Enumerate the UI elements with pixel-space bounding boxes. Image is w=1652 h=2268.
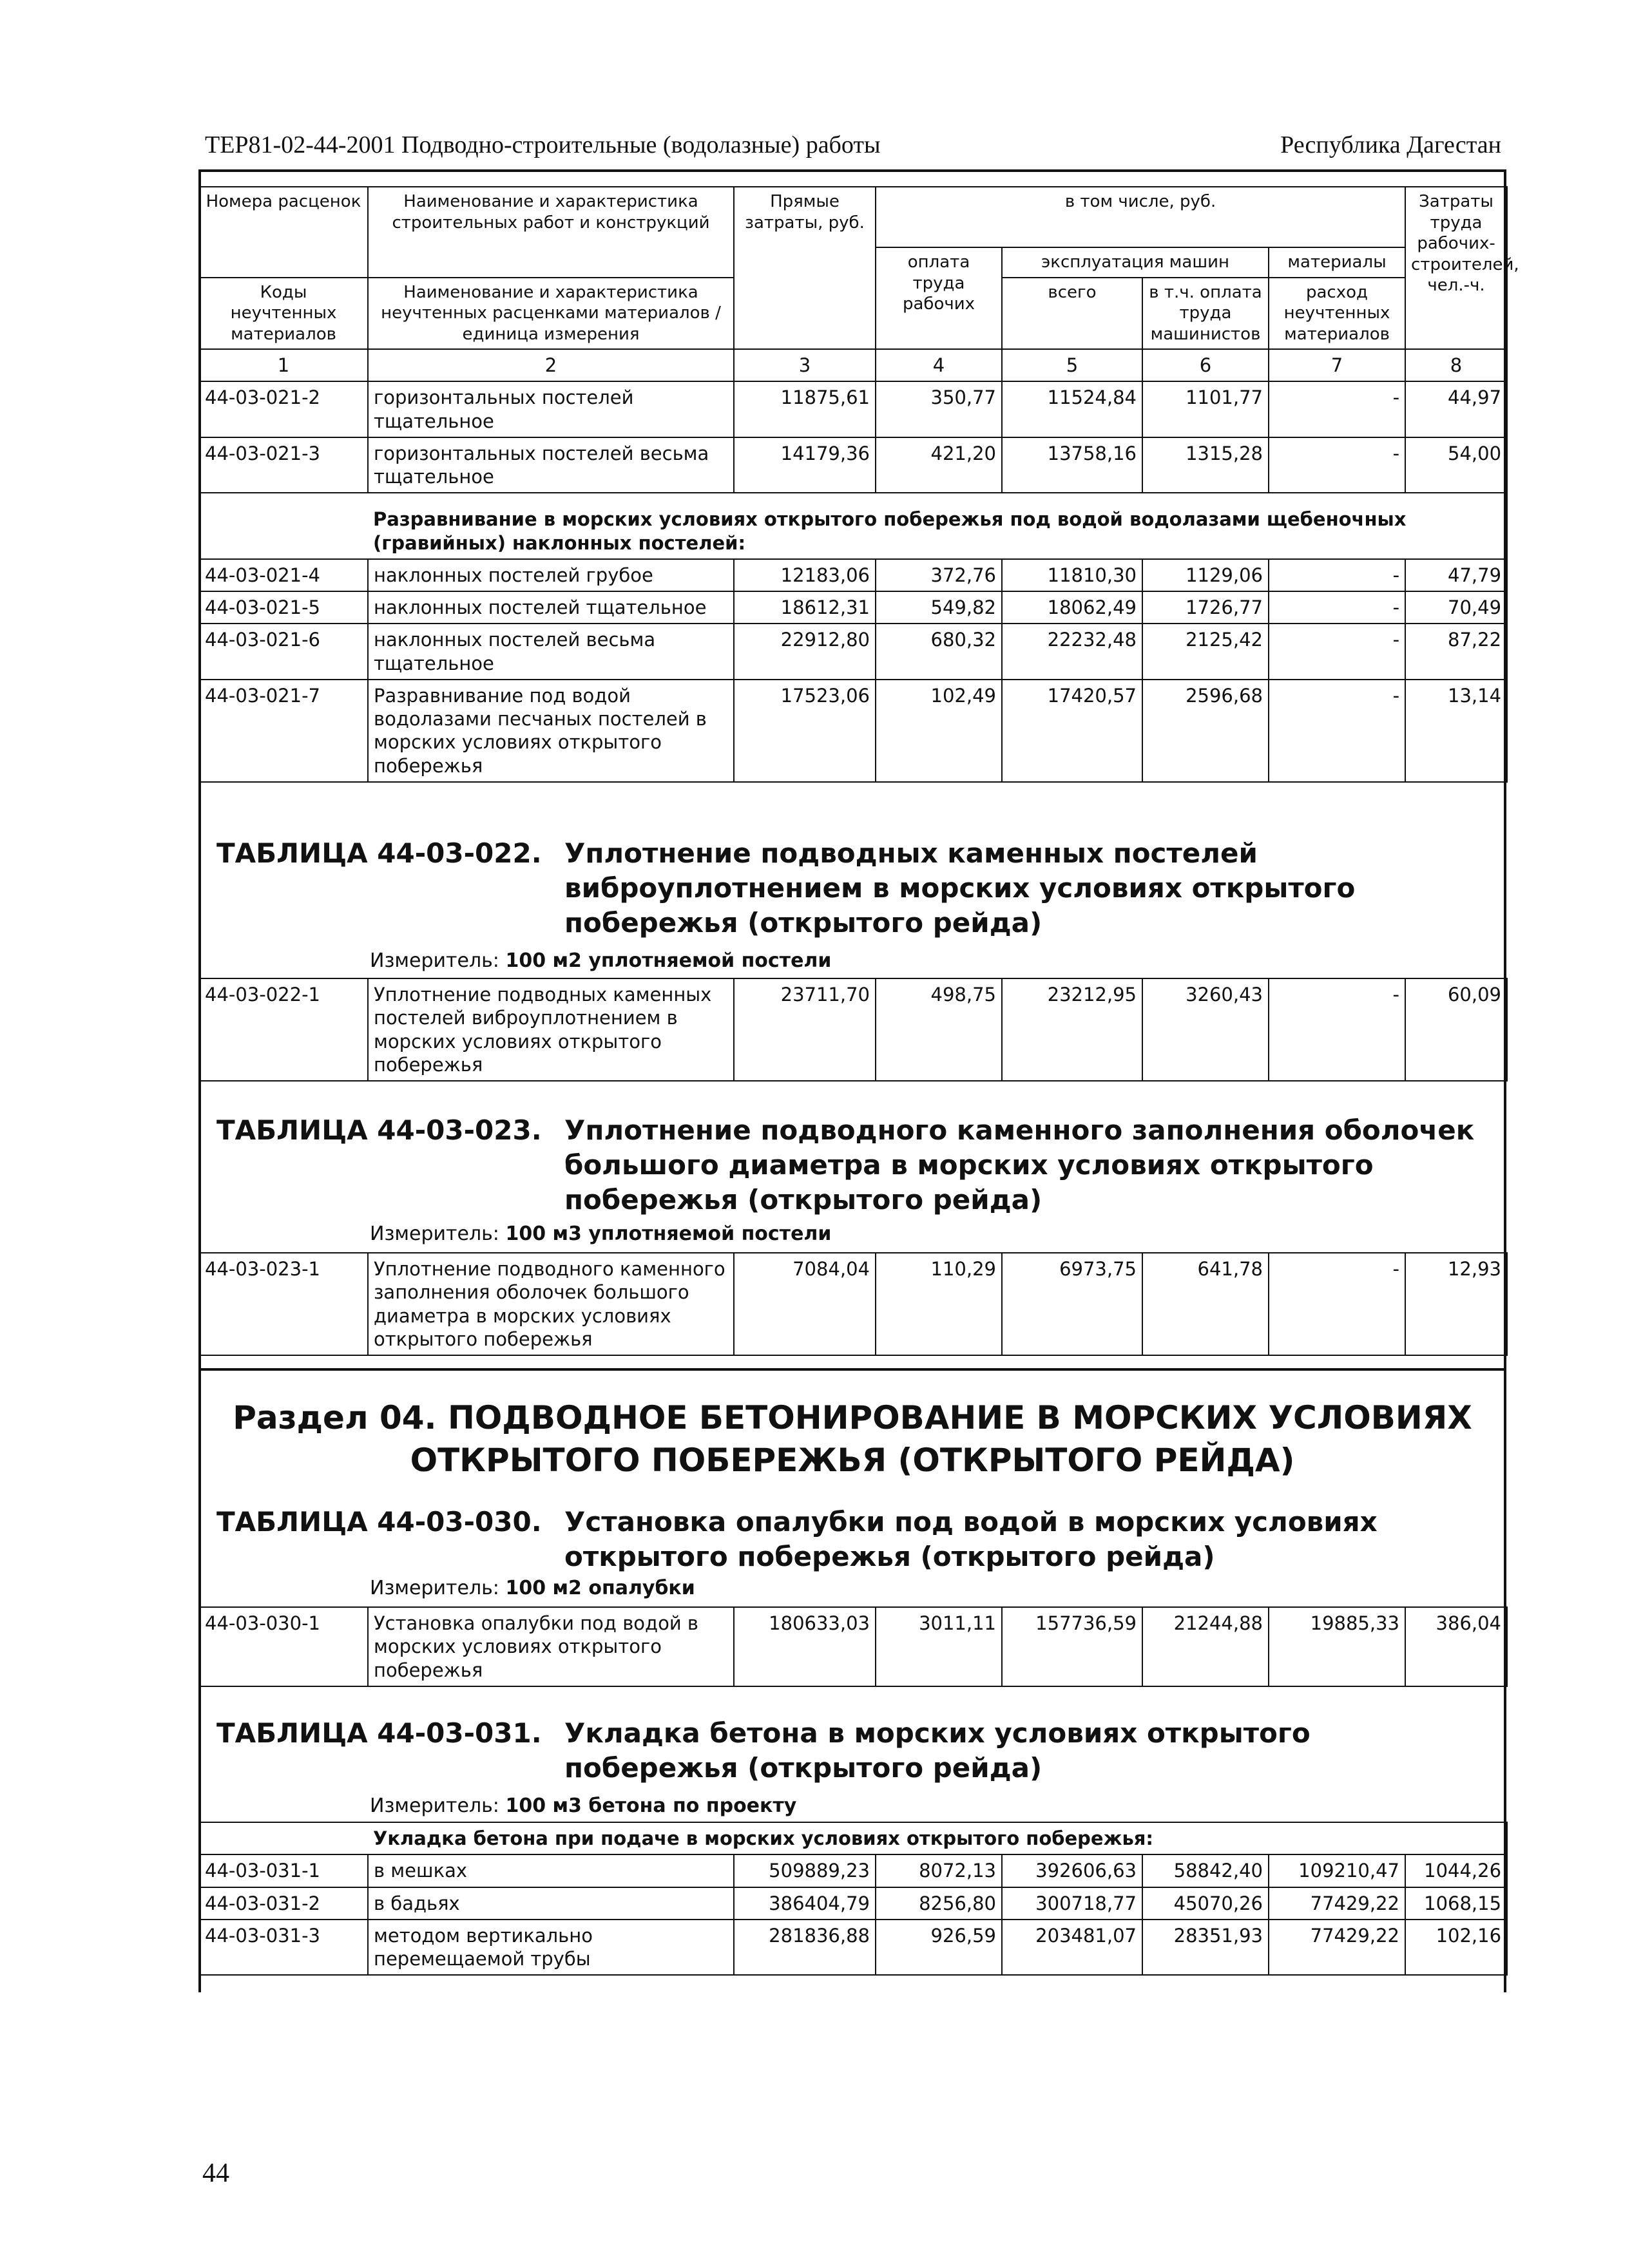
col-material-codes: Коды неучтенных материалов xyxy=(199,278,368,350)
section-divider xyxy=(198,1368,1506,1371)
col-direct-costs: Прямые затраты, руб. xyxy=(734,187,876,349)
table-title-022: ТАБЛИЦА 44-03-022. Уплотнение подводных каменных постелей виброуплотнением в морских условиях открытого побережья (открытого рейда) xyxy=(216,837,1356,939)
col-labor-pay: оплата труда рабочих xyxy=(876,247,1002,349)
header-title: ТЕР81-02-44-2001 Подводно-строительные (водолазные) работы xyxy=(205,131,881,158)
header-region: Республика Дагестан xyxy=(1280,131,1501,158)
table-row: 44-03-030-1 Установка опалубки под водой в морских условиях открытого побережья 180633,03 3011,11 157736,59 21244,88 19885,33 386,04 xyxy=(199,1607,1507,1686)
table-row: 44-03-021-4 наклонных постелей грубое 12183,06 372,76 11810,30 1129,06 - 47,79 xyxy=(199,559,1507,591)
group-header-row xyxy=(199,1822,1507,1854)
col-labor-costs: Затраты труда рабочих-строителей, чел.-ч. xyxy=(1405,187,1507,349)
group-header-row xyxy=(199,493,1507,559)
meter-031: Измеритель: 100 м3 бетона по проекту xyxy=(370,1795,797,1817)
rates-table-022 xyxy=(198,978,1508,1082)
section-title: Раздел 04. ПОДВОДНОЕ БЕТОНИРОВАНИЕ В МОРСКИХ УСЛОВИЯХ ОТКРЫТОГО ПОБЕРЕЖЬЯ (ОТКРЫТОГО РЕЙДА) xyxy=(233,1399,1472,1479)
table-title-030: ТАБЛИЦА 44-03-030. Установка опалубки под водой в морских условиях открытого побережья (открытого рейда) xyxy=(216,1506,1378,1572)
col-machine-use: эксплуатация машин xyxy=(1002,247,1269,278)
table-title-031: ТАБЛИЦА 44-03-031. Укладка бетона в морских условиях открытого побережья (открытого рейда) xyxy=(216,1717,1311,1784)
rates-table-030 xyxy=(198,1606,1508,1687)
column-numbers-row: 1 2 3 4 5 6 7 8 xyxy=(199,349,1507,381)
table-row: 44-03-031-1 в мешках 509889,23 8072,13 392606,63 58842,40 109210,47 1044,26 xyxy=(199,1854,1507,1887)
col-materials: материалы xyxy=(1269,247,1405,278)
table-row: 44-03-021-6 наклонных постелей весьма тщательное 22912,80 680,32 22232,48 2125,42 - 87,22 xyxy=(199,624,1507,680)
col-machinists-pay: в т.ч. оплата труда машинистов xyxy=(1142,278,1269,350)
group-title: Разравнивание в морских условиях открытого побережья под водой водолазами щебеночных (гравийных) наклонных постелей: xyxy=(368,493,1507,559)
table-row: 44-03-031-2 в бадьях 386404,79 8256,80 300718,77 45070,26 77429,22 1068,15 xyxy=(199,1887,1507,1920)
table-row: 44-03-031-3 методом вертикально перемещаемой трубы 281836,88 926,59 203481,07 28351,93 77429,22 102,16 xyxy=(199,1920,1507,1976)
table-title-023: ТАБЛИЦА 44-03-023. Уплотнение подводного каменного заполнения оболочек большого диаметра в морских условиях открытого побережья (открытого рейда) xyxy=(216,1114,1475,1215)
col-material-name: Наименование и характеристика неучтенных расценками материалов / единица измерения xyxy=(368,278,734,350)
table-row: 44-03-023-1 Уплотнение подводного каменного заполнения оболочек большого диаметра в морских условиях открытого побережья 7084,04 110,29 6973,75 641,78 - 12,93 xyxy=(199,1253,1507,1355)
meter-030: Измеритель: 100 м2 опалубки xyxy=(370,1577,695,1599)
col-rate-numbers: Номера расценок xyxy=(199,187,368,278)
table-row: 44-03-022-1 Уплотнение подводных каменных постелей виброуплотнением в морских условиях открытого побережья 23711,70 498,75 23212,95 3260,43 - 60,09 xyxy=(199,978,1507,1081)
table-row: 44-03-021-2 горизонтальных постелей тщательное 11875,61 350,77 11524,84 1101,77 - 44,97 xyxy=(199,381,1507,437)
rates-table-031 xyxy=(198,1822,1508,1976)
col-including: в том числе, руб. xyxy=(876,187,1405,247)
col-work-name: Наименование и характеристика строительных работ и конструкций xyxy=(368,187,734,278)
table-row: 44-03-021-7 Разравнивание под водой водолазами песчаных постелей в морских условиях открытого побережья 17523,06 102,49 17420,57 2596,68 - 13,14 xyxy=(199,680,1507,782)
meter-023: Измеритель: 100 м3 уплотняемой постели xyxy=(370,1223,832,1245)
meter-022: Измеритель: 100 м2 уплотняемой постели xyxy=(370,949,832,972)
col-materials-consumption: расход неучтенных материалов xyxy=(1269,278,1405,350)
rates-table-main xyxy=(198,186,1519,783)
table-row: 44-03-021-5 наклонных постелей тщательное 18612,31 549,82 18062,49 1726,77 - 70,49 xyxy=(199,591,1507,624)
group-title: Укладка бетона при подаче в морских условиях открытого побережья: xyxy=(368,1822,1507,1854)
table-row: 44-03-021-3 горизонтальных постелей весьма тщательное 14179,36 421,20 13758,16 1315,28 - 54,00 xyxy=(199,437,1507,493)
page-number: 44 xyxy=(202,2158,229,2188)
col-machine-total: всего xyxy=(1002,278,1142,350)
rates-table-023 xyxy=(198,1252,1508,1356)
running-header xyxy=(205,131,1501,169)
